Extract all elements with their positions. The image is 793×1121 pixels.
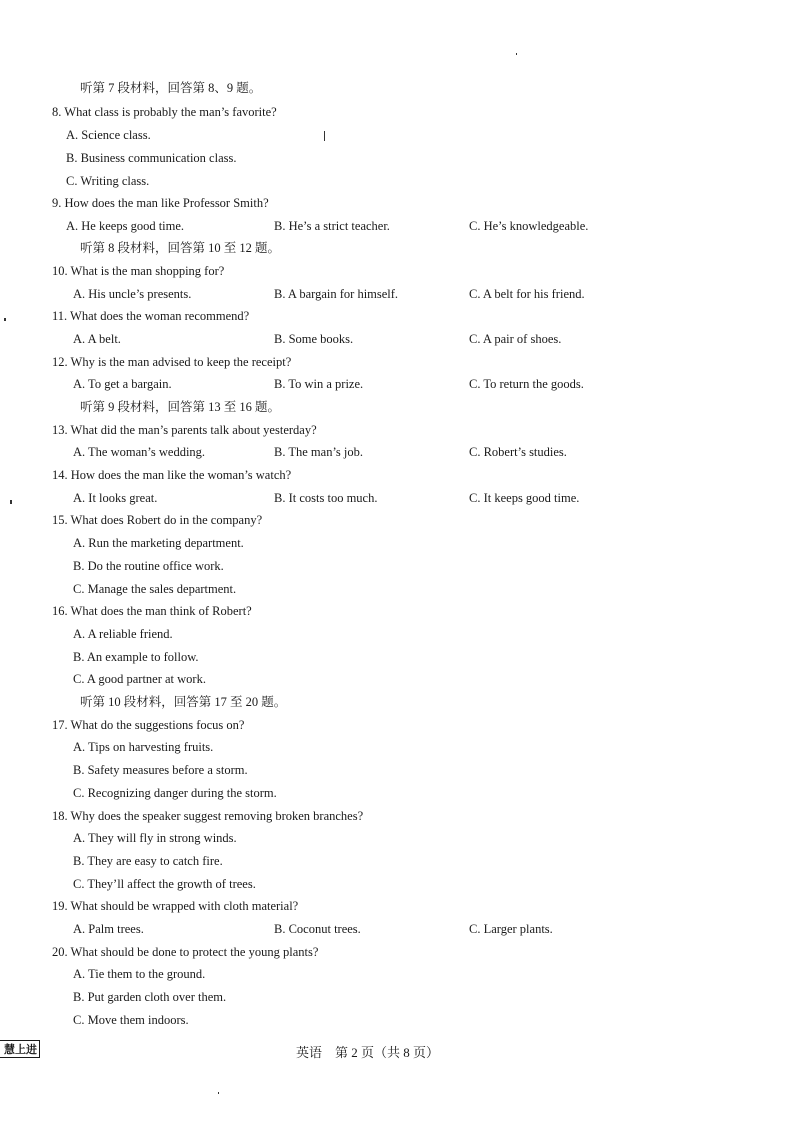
answer-option: A. It looks great. [73, 491, 158, 505]
question-stem: 16. What does the man think of Robert? [52, 604, 252, 618]
answer-option: C. A belt for his friend. [469, 287, 585, 301]
answer-option: A. Science class. [66, 128, 151, 142]
question-stem: 13. What did the man’s parents talk about yesterday? [52, 423, 317, 437]
answer-option: B. Do the routine office work. [73, 559, 224, 573]
answer-option: C. Move them indoors. [73, 1013, 189, 1027]
answer-option: B. He’s a strict teacher. [274, 219, 390, 233]
answer-option: A. A reliable friend. [73, 627, 173, 641]
scan-speck [4, 318, 6, 321]
answer-option: A. Tie them to the ground. [73, 967, 206, 981]
answer-option: C. To return the goods. [469, 377, 584, 391]
answer-option: C. Larger plants. [469, 922, 553, 936]
answer-option: A. His uncle’s presents. [73, 287, 192, 301]
question-stem: 11. What does the woman recommend? [52, 309, 250, 323]
question-stem: 14. How does the man like the woman’s watch? [52, 468, 292, 482]
question-stem: 15. What does Robert do in the company? [52, 513, 263, 527]
section-heading: 听第 10 段材料，回答第 17 至 20 题。 [80, 695, 287, 709]
answer-option: C. Recognizing danger during the storm. [73, 786, 277, 800]
answer-option: B. Put garden cloth over them. [73, 990, 227, 1004]
answer-option: B. Coconut trees. [274, 922, 361, 936]
question-stem: 9. How does the man like Professor Smith? [52, 196, 269, 210]
answer-option: C. They’ll affect the growth of trees. [73, 877, 256, 891]
answer-option: C. It keeps good time. [469, 491, 580, 505]
question-stem: 17. What do the suggestions focus on? [52, 718, 245, 732]
answer-option: B. A bargain for himself. [274, 287, 399, 301]
question-stem: 19. What should be wrapped with cloth material? [52, 899, 299, 913]
answer-option: A. The woman’s wedding. [73, 445, 206, 459]
page-footer: 英语 第 2 页（共 8 页） [296, 1045, 440, 1060]
question-stem: 10. What is the man shopping for? [52, 264, 225, 278]
answer-option: B. The man’s job. [274, 445, 364, 459]
answer-option: C. A good partner at work. [73, 672, 206, 686]
scan-speck [324, 131, 325, 141]
answer-option: A. Tips on harvesting fruits. [73, 740, 214, 754]
answer-option: B. They are easy to catch fire. [73, 854, 223, 868]
answer-option: C. Writing class. [66, 174, 150, 188]
scan-speck [218, 1092, 219, 1094]
scan-speck [516, 53, 517, 55]
answer-option: C. Robert’s studies. [469, 445, 567, 459]
section-heading: 听第 7 段材料，回答第 8、9 题。 [80, 81, 262, 95]
answer-option: C. Manage the sales department. [73, 582, 237, 596]
scan-speck [10, 500, 12, 504]
answer-option: B. Business communication class. [66, 151, 237, 165]
question-stem: 18. Why does the speaker suggest removing broken branches? [52, 809, 364, 823]
corner-stamp: 慧上进 [0, 1040, 40, 1058]
answer-option: A. To get a bargain. [73, 377, 172, 391]
section-heading: 听第 9 段材料，回答第 13 至 16 题。 [80, 400, 281, 414]
answer-option: B. To win a prize. [274, 377, 364, 391]
question-stem: 20. What should be done to protect the young plants? [52, 945, 319, 959]
answer-option: A. Run the marketing department. [73, 536, 244, 550]
section-heading: 听第 8 段材料，回答第 10 至 12 题。 [80, 241, 281, 255]
answer-option: B. Safety measures before a storm. [73, 763, 248, 777]
answer-option: A. They will fly in strong winds. [73, 831, 237, 845]
answer-option: A. A belt. [73, 332, 121, 346]
answer-option: C. A pair of shoes. [469, 332, 562, 346]
answer-option: A. Palm trees. [73, 922, 144, 936]
answer-option: C. He’s knowledgeable. [469, 219, 589, 233]
question-stem: 8. What class is probably the man’s favorite? [52, 105, 277, 119]
answer-option: B. An example to follow. [73, 650, 199, 664]
answer-option: B. Some books. [274, 332, 354, 346]
answer-option: B. It costs too much. [274, 491, 378, 505]
question-stem: 12. Why is the man advised to keep the receipt? [52, 355, 292, 369]
answer-option: A. He keeps good time. [66, 219, 185, 233]
